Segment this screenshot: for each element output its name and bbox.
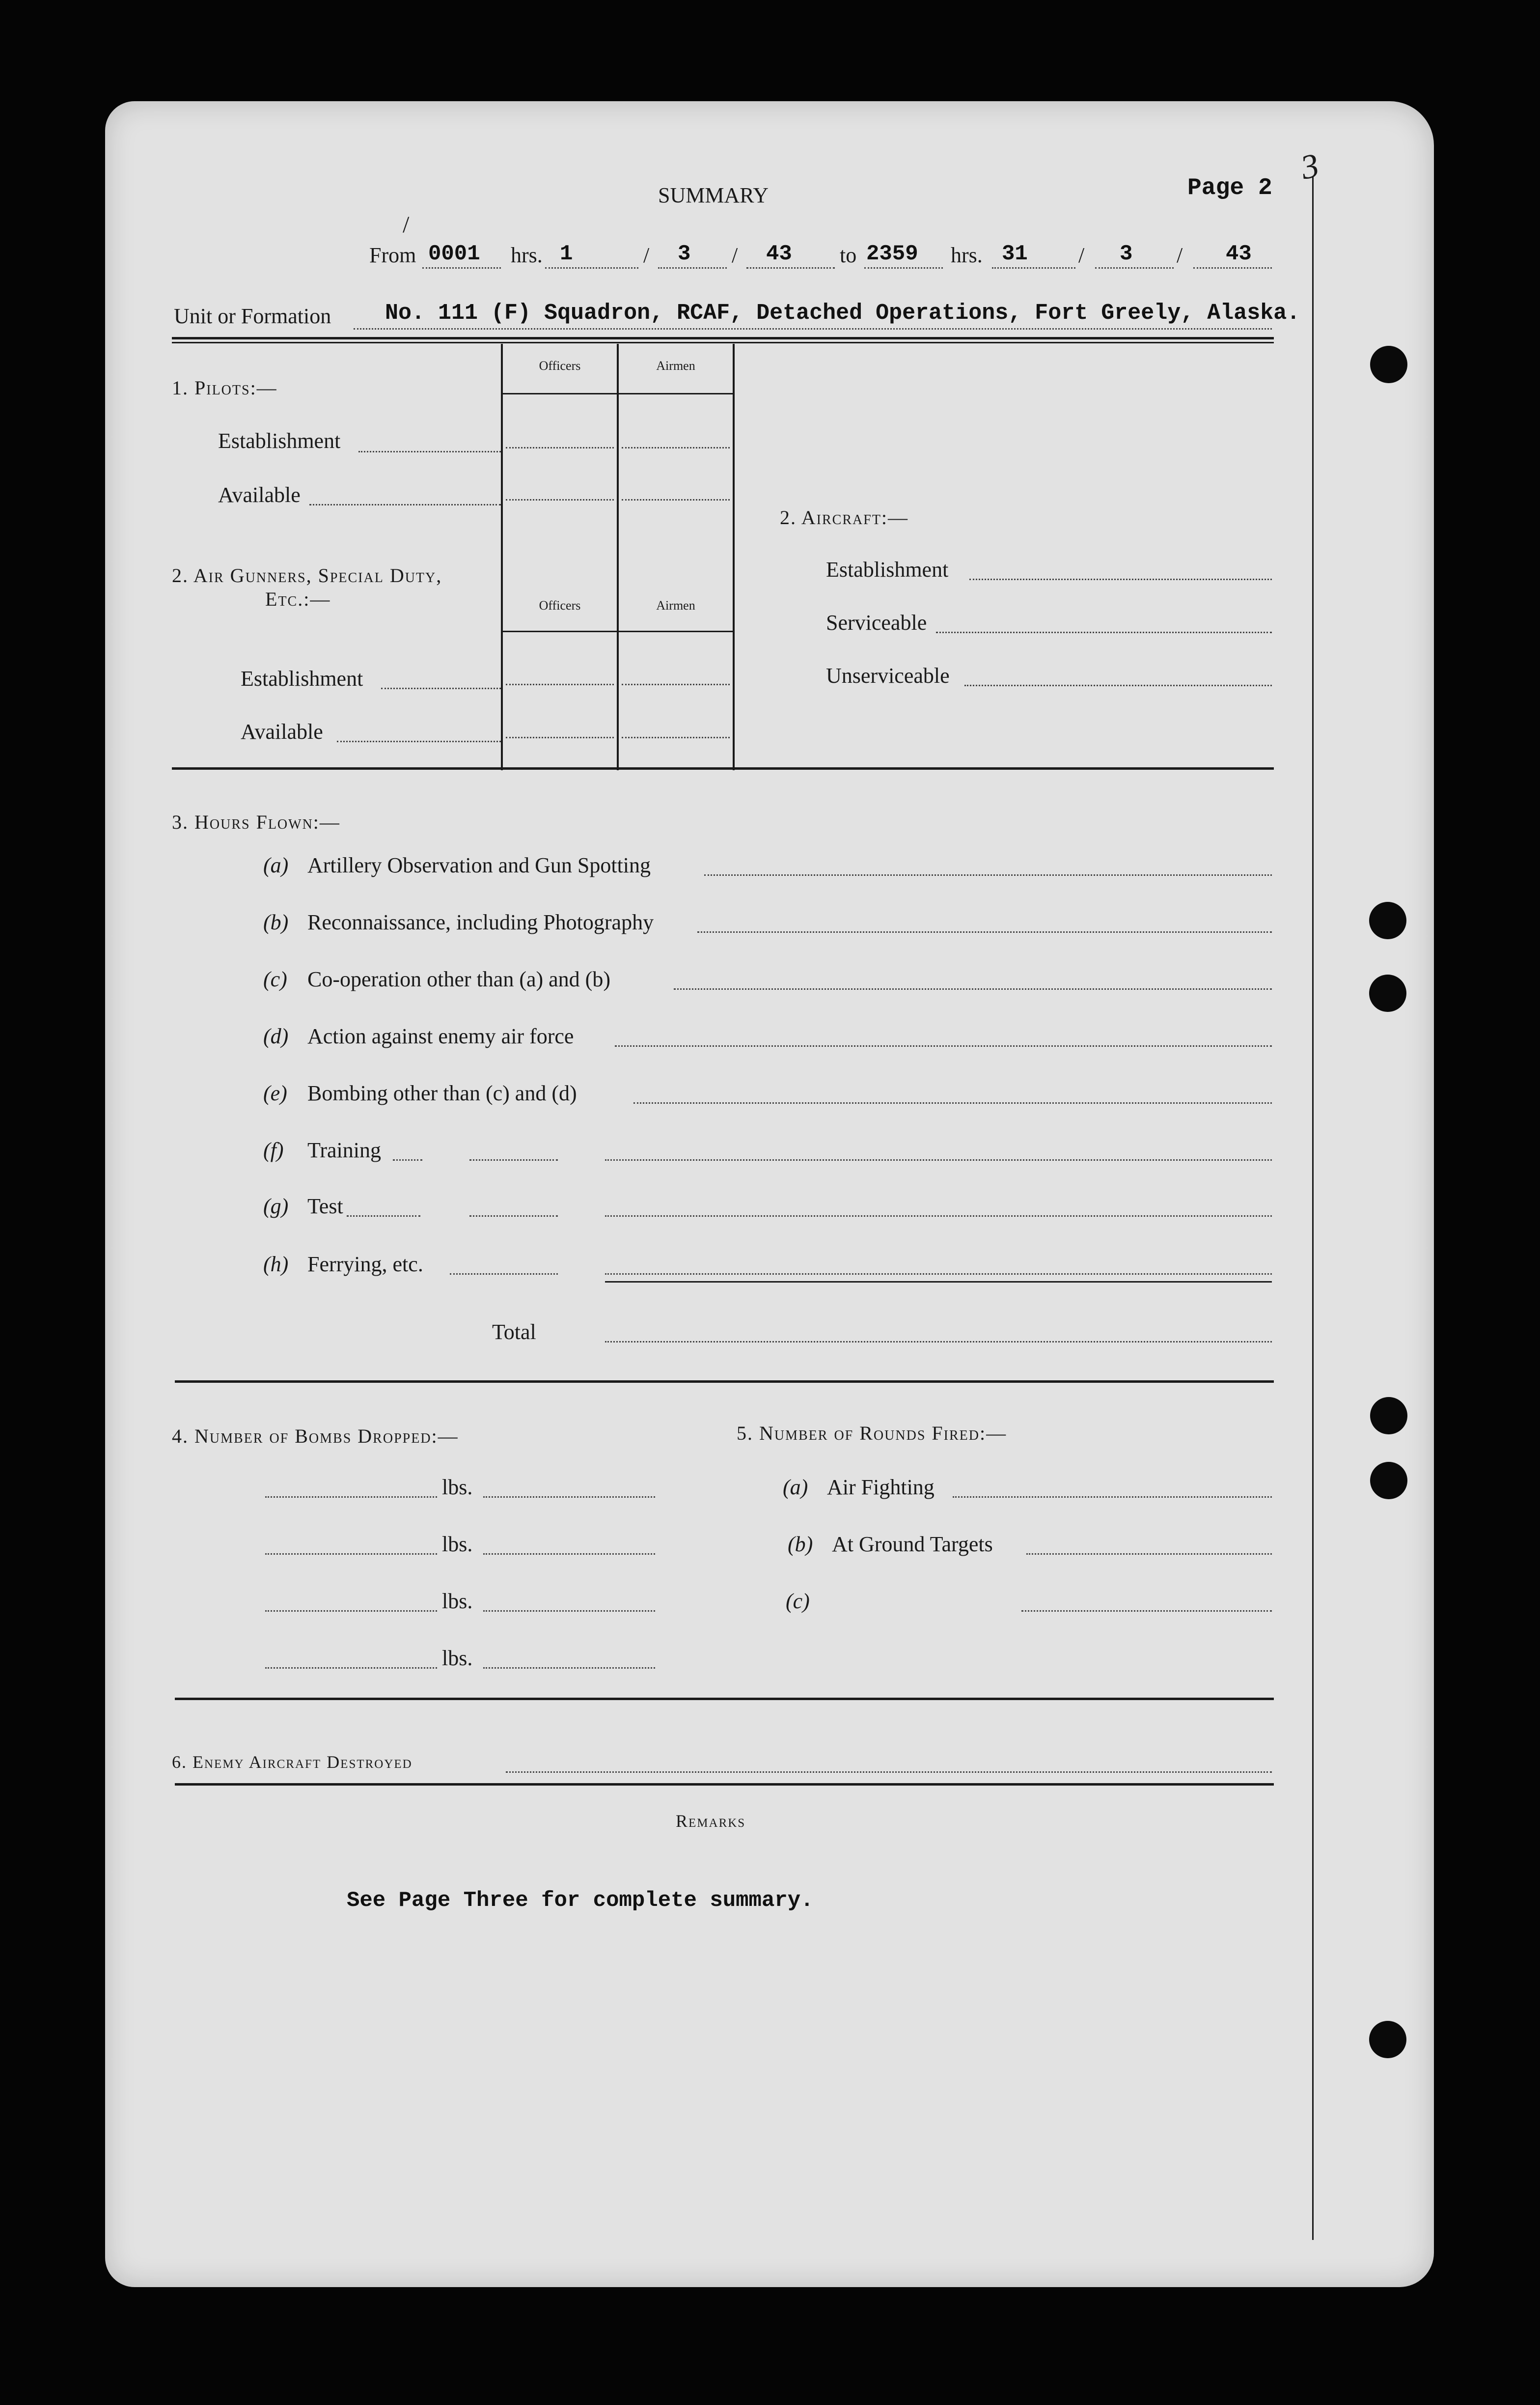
page-number: Page 2 bbox=[1187, 175, 1272, 201]
rounds-label: Air Fighting bbox=[827, 1475, 935, 1499]
hours-letter: (d) bbox=[263, 1024, 289, 1048]
tick-mark: / bbox=[403, 212, 410, 238]
hours-letter: (f) bbox=[263, 1138, 284, 1162]
aircraft-establishment-label: Establishment bbox=[826, 558, 949, 582]
hours-letter: (e) bbox=[263, 1081, 287, 1105]
pilots-heading: 1. Pilots:— bbox=[172, 377, 277, 399]
from-label: From bbox=[369, 243, 416, 267]
bombs-heading: 4. Number of Bombs Dropped:— bbox=[172, 1425, 459, 1447]
to-month: 3 bbox=[1120, 242, 1133, 266]
gunners-officers-header: Officers bbox=[539, 598, 581, 613]
hours-letter: (g) bbox=[263, 1194, 289, 1218]
hours-letter: (h) bbox=[263, 1252, 289, 1276]
hours-label: Test bbox=[307, 1194, 343, 1218]
bombs-unit: lbs. bbox=[442, 1589, 473, 1613]
from-year: 43 bbox=[766, 242, 792, 266]
hours-flown-heading: 3. Hours Flown:— bbox=[172, 811, 340, 833]
hours-letter: (a) bbox=[263, 853, 289, 877]
rounds-heading: 5. Number of Rounds Fired:— bbox=[737, 1422, 1007, 1444]
remarks-text: See Page Three for complete summary. bbox=[347, 1888, 814, 1913]
hours-total-label: Total bbox=[492, 1320, 536, 1344]
hrs-label: hrs. bbox=[511, 243, 543, 267]
unit-label: Unit or Formation bbox=[174, 304, 331, 328]
hours-label: Bombing other than (c) and (d) bbox=[307, 1081, 577, 1105]
punch-hole bbox=[1369, 975, 1406, 1012]
punch-hole bbox=[1370, 1397, 1407, 1434]
from-day: 1 bbox=[560, 242, 573, 266]
date-separator: / bbox=[1177, 243, 1183, 267]
page-title: SUMMARY bbox=[658, 183, 769, 207]
from-month: 3 bbox=[678, 242, 691, 266]
date-separator: / bbox=[1078, 243, 1085, 267]
pilots-establishment-label: Establishment bbox=[218, 429, 341, 453]
bombs-unit: lbs. bbox=[442, 1646, 473, 1670]
enemy-heading: 6. Enemy Aircraft Destroyed bbox=[172, 1752, 412, 1772]
aircraft-unserviceable-label: Unserviceable bbox=[826, 664, 950, 688]
rounds-letter: (a) bbox=[783, 1475, 808, 1499]
punch-hole bbox=[1369, 902, 1406, 939]
pilots-airmen-header: Airmen bbox=[656, 359, 695, 373]
hours-letter: (b) bbox=[263, 910, 289, 934]
remarks-heading: Remarks bbox=[676, 1811, 746, 1831]
hours-label: Reconnaissance, including Photography bbox=[307, 910, 654, 934]
gunners-airmen-header: Airmen bbox=[656, 598, 695, 613]
punch-hole bbox=[1370, 346, 1407, 383]
bombs-unit: lbs. bbox=[442, 1475, 473, 1499]
hours-label: Ferrying, etc. bbox=[307, 1252, 423, 1276]
rounds-letter: (b) bbox=[788, 1532, 813, 1556]
punch-hole bbox=[1369, 2021, 1406, 2058]
hours-label: Artillery Observation and Gun Spotting bbox=[307, 853, 651, 877]
air-gunners-heading-cont: Etc.:— bbox=[265, 588, 331, 610]
bombs-unit: lbs. bbox=[442, 1532, 473, 1556]
hours-label: Co-operation other than (a) and (b) bbox=[307, 967, 610, 991]
pilots-available-label: Available bbox=[218, 483, 301, 507]
hours-label: Training bbox=[307, 1138, 381, 1162]
margin-rule bbox=[1312, 177, 1314, 2240]
corner-mark: 3 bbox=[1297, 146, 1322, 187]
to-label: to bbox=[840, 243, 857, 267]
rounds-label: At Ground Targets bbox=[832, 1532, 993, 1556]
hours-label: Action against enemy air force bbox=[307, 1024, 574, 1048]
aircraft-heading: 2. Aircraft:— bbox=[780, 506, 909, 529]
hours-letter: (c) bbox=[263, 967, 287, 991]
date-separator: / bbox=[732, 243, 738, 267]
to-time: 2359 bbox=[866, 242, 918, 266]
gunners-available-label: Available bbox=[241, 720, 323, 744]
punch-hole bbox=[1370, 1462, 1407, 1499]
from-time: 0001 bbox=[428, 242, 480, 266]
gunners-establishment-label: Establishment bbox=[241, 667, 363, 691]
air-gunners-heading: 2. Air Gunners, Special Duty, bbox=[172, 564, 442, 587]
unit-value: No. 111 (F) Squadron, RCAF, Detached Operations, Fort Greely, Alaska. bbox=[385, 301, 1300, 326]
date-separator: / bbox=[643, 243, 650, 267]
to-year: 43 bbox=[1226, 242, 1252, 266]
aircraft-serviceable-label: Serviceable bbox=[826, 611, 927, 635]
rounds-letter: (c) bbox=[786, 1589, 810, 1613]
to-day: 31 bbox=[1002, 242, 1028, 266]
pilots-officers-header: Officers bbox=[539, 359, 581, 373]
to-hrs-label: hrs. bbox=[951, 243, 983, 267]
